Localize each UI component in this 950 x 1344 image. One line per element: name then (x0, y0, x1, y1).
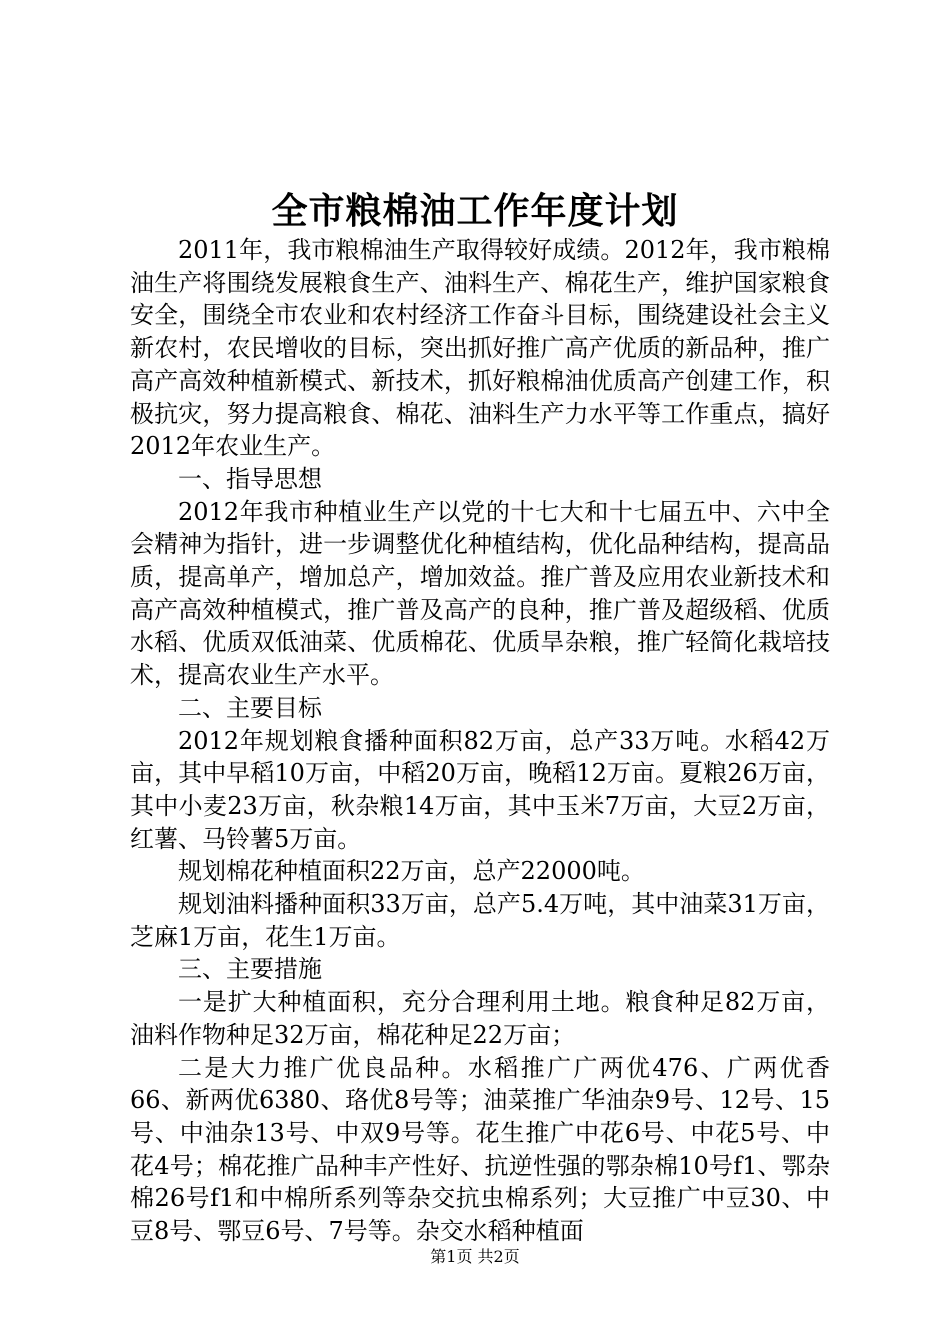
section-heading-main-measures: 三、主要措施 (178, 955, 322, 984)
paragraph-oil-goals: 规划油料播种面积33万亩，总产5.4万吨，其中油菜31万亩，芝麻1万亩，花生1万亩。 (130, 890, 830, 951)
section-heading-guiding-thought: 一、指导思想 (178, 464, 322, 493)
section-heading-main-goals: 二、主要目标 (178, 693, 322, 722)
document-body (130, 234, 830, 1248)
paragraph-intro: 2011年，我市粮棉油生产取得较好成绩。2012年，我市粮棉油生产将围绕发展粮食生产、油料生产、棉花生产，维护国家粮食安全，围绕全市农业和农村经济工作奋斗目标，围绕建设社会主义新农村，农民增收的目标，突出抓好推广高产优质的新品种，推广高产高效种植新模式、新技术，抓好粮棉油优质高产创建工作，积极抗灾，努力提高粮食、棉花、油料生产力水平等工作重点，搞好2012年农业生产。 (130, 236, 830, 461)
page-footer: 第1页 共2页 (430, 1247, 520, 1266)
paragraph-cotton-goals: 规划棉花种植面积22万亩，总产22000吨。 (178, 857, 645, 886)
document-title: 全市粮棉油工作年度计划 (271, 190, 679, 232)
paragraph-measure-one: 一是扩大种植面积，充分合理利用土地。粮食种足82万亩，油料作物种足32万亩，棉花种足22万亩； (130, 988, 830, 1049)
paragraph-grain-goals: 2012年规划粮食播种面积82万亩，总产33万吨。水稻42万亩，其中早稻10万亩，中稻20万亩，晚稻12万亩。夏粮26万亩，其中小麦23万亩，秋杂粮14万亩，其中玉米7万亩，大豆2万亩，红薯、马铃薯5万亩。 (130, 726, 830, 853)
paragraph-guiding-thought: 2012年我市种植业生产以党的十七大和十七届五中、六中全会精神为指针，进一步调整优化种植结构，优化品种结构，提高品质，提高单产，增加总产，增加效益。推广普及应用农业新技术和高产高效种植模式，推广普及高产的良种，推广普及超级稻、优质水稻、优质双低油菜、优质棉花、优质旱杂粮，推广轻简化栽培技术，提高农业生产水平。 (130, 497, 830, 690)
paragraph-measure-two: 二是大力推广优良品种。水稻推广广两优476、广两优香66、新两优6380、珞优8号等；油菜推广华油杂9号、12号、15号、中油杂13号、中双9号等。花生推广中花6号、中花5号、中花4号；棉花推广品种丰产性好、抗逆性强的鄂杂棉10号f1、鄂杂棉26号f1和中棉所系列等杂交抗虫棉系列；大豆推广中豆30、中豆8号、鄂豆6号、7号等。杂交水稻种植面 (130, 1053, 830, 1246)
